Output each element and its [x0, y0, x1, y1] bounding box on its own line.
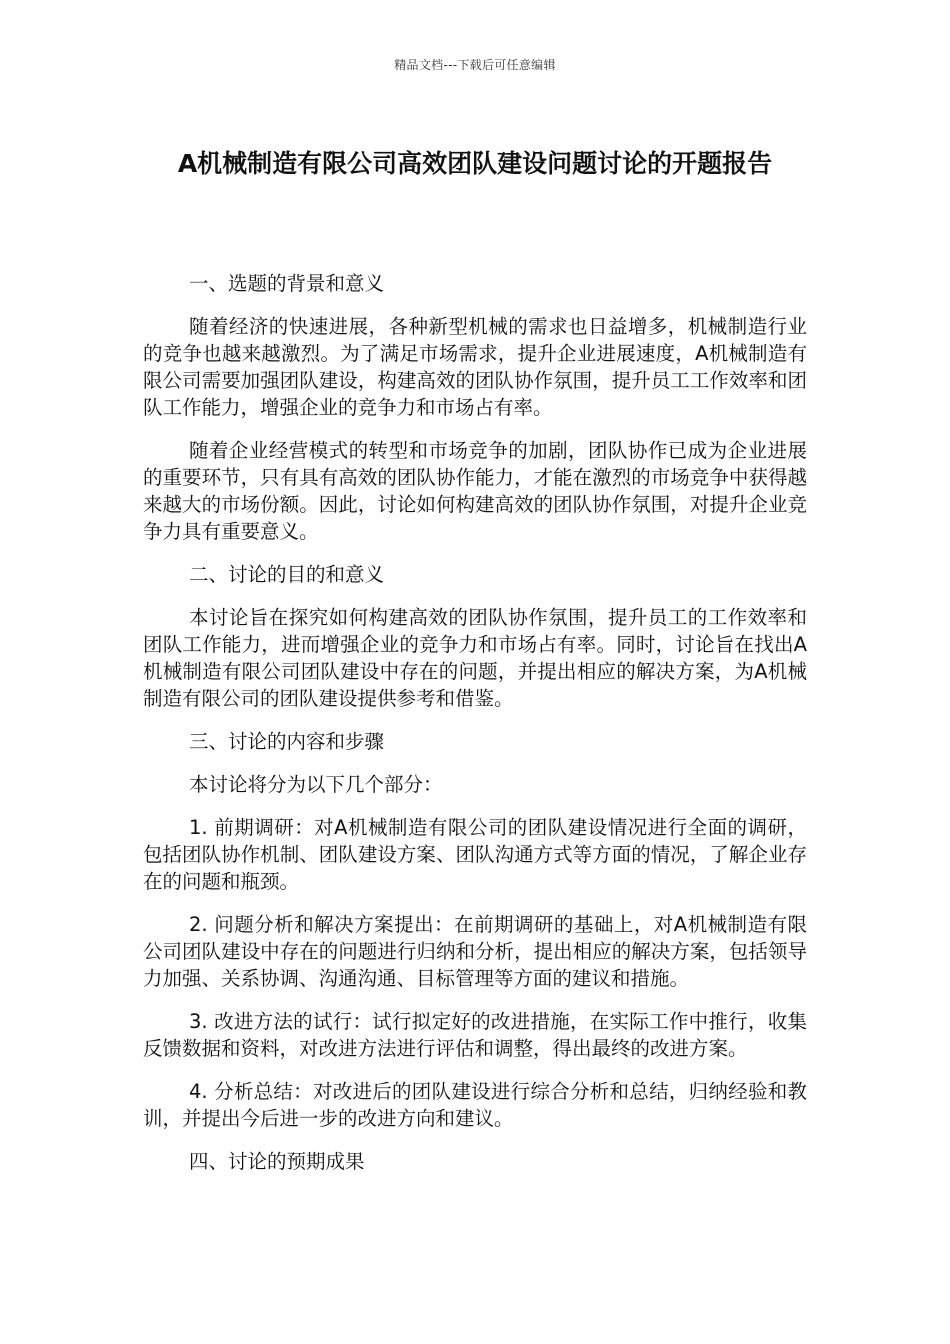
paragraph-purpose: 本讨论旨在探究如何构建高效的团队协作氛围，提升员工的工作效率和团队工作能力，进而增强企业的竞争力和市场占有率。同时，讨论旨在找出A机械制造有限公司团队建设中存在的问题，并提出相应的解决方案，为A机械制造有限公司的团队建设提供参考和借鉴。 [143, 606, 807, 710]
section-heading-purpose: 二、讨论的目的和意义 [189, 563, 385, 586]
section-heading-expected-results: 四、讨论的预期成果 [189, 1150, 365, 1173]
document-body [143, 270, 807, 1191]
section-heading-content-steps: 三、讨论的内容和步骤 [189, 730, 385, 753]
step-item-1: 1. 前期调研：对A机械制造有限公司的团队建设情况进行全面的调研，包括团队协作机制、团队建设方案、团队沟通方式等方面的情况，了解企业存在的问题和瓶颈。 [143, 816, 807, 893]
document-title: A机械制造有限公司高效团队建设问题讨论的开题报告 [177, 149, 773, 178]
section-heading-background: 一、选题的背景和意义 [189, 272, 385, 295]
paragraph-background-2: 随着企业经营模式的转型和市场竞争的加剧，团队协作已成为企业进展的重要环节，只有具有高效的团队协作能力，才能在激烈的市场竞争中获得越来越大的市场份额。因此，讨论如何构建高效的团队协作氛围，对提升企业竞争力具有重要意义。 [143, 439, 807, 543]
paragraph-steps-intro: 本讨论将分为以下几个部分： [189, 773, 443, 796]
step-item-2: 2. 问题分析和解决方案提出：在前期调研的基础上，对A机械制造有限公司团队建设中存在的问题进行归纳和分析，提出相应的解决方案，包括领导力加强、关系协调、沟通沟通、目标管理等方面的建议和措施。 [143, 913, 807, 990]
step-item-3: 3. 改进方法的试行：试行拟定好的改进措施，在实际工作中推行，收集反馈数据和资料，对改进方法进行评估和调整，得出最终的改进方案。 [143, 1010, 807, 1060]
step-item-4: 4. 分析总结：对改进后的团队建设进行综合分析和总结，归纳经验和教训，并提出今后进一步的改进方向和建议。 [143, 1080, 807, 1130]
paragraph-background-1: 随着经济的快速进展，各种新型机械的需求也日益增多，机械制造行业的竞争也越来越激烈。为了满足市场需求，提升企业进展速度，A机械制造有限公司需要加强团队建设，构建高效的团队协作氛围，提升员工工作效率和团队工作能力，增强企业的竞争力和市场占有率。 [143, 315, 807, 419]
page-header: 精品文档---下载后可任意编辑 [394, 58, 556, 72]
